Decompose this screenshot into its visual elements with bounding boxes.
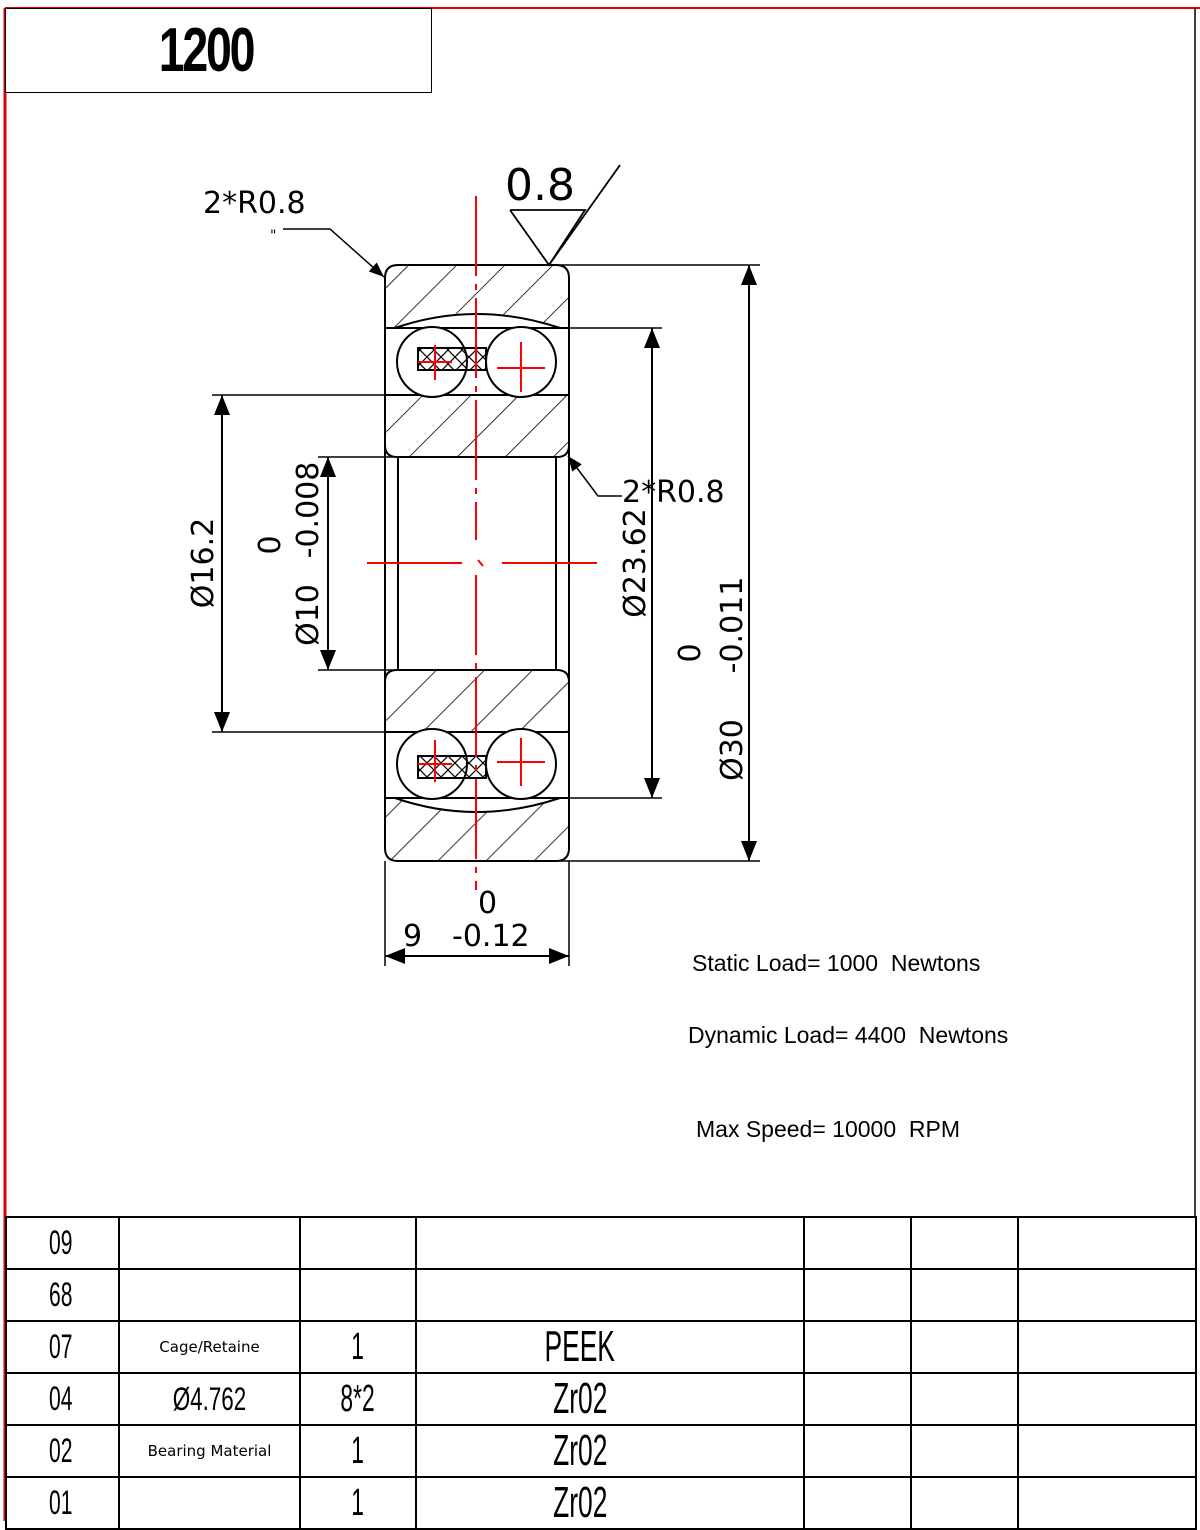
table-row xyxy=(6,1269,1196,1321)
edge-radius-label-bore: 2*R0.8 xyxy=(622,475,725,510)
empty-cell xyxy=(911,1217,1018,1269)
pitch-diameter-label: Ø23.62 xyxy=(618,508,653,618)
item-name-cell: Cage/Retaine xyxy=(119,1321,300,1373)
width-label: 9 xyxy=(403,919,423,954)
bore-tolerance-upper: 0 xyxy=(253,535,288,555)
empty-cell xyxy=(1018,1425,1196,1477)
table-row xyxy=(6,1477,1196,1529)
bore-tolerance-lower: -0.008 xyxy=(291,461,326,559)
outer-tolerance-lower: -0.011 xyxy=(715,576,750,674)
table-row xyxy=(6,1425,1196,1477)
item-quantity-cell xyxy=(300,1217,416,1269)
title-block xyxy=(5,8,432,93)
empty-cell xyxy=(1018,1217,1196,1269)
surface-finish-label: 0.8 xyxy=(505,160,575,211)
part-number-title: 1200 xyxy=(158,16,254,85)
item-quantity-cell: 8*2 xyxy=(300,1373,416,1425)
empty-cell xyxy=(804,1477,911,1529)
item-name-cell xyxy=(119,1217,300,1269)
table-row xyxy=(6,1321,1196,1373)
bore-diameter-label: Ø10 xyxy=(291,584,326,646)
item-number-cell: 02 xyxy=(6,1425,119,1477)
item-material-cell: PEEK xyxy=(416,1321,804,1373)
width-tolerance-upper: 0 xyxy=(478,886,498,921)
edge-radius-label-top: 2*R0.8 xyxy=(203,186,306,221)
item-quantity-cell: 1 xyxy=(300,1321,416,1373)
item-material-cell: Zr02 xyxy=(416,1373,804,1425)
max-speed-text: Max Speed= 10000 RPM xyxy=(696,1116,961,1142)
empty-cell xyxy=(1018,1321,1196,1373)
item-name-cell: Bearing Material xyxy=(119,1425,300,1477)
item-name-cell xyxy=(119,1477,300,1529)
item-name-cell: Ø4.762 xyxy=(119,1373,300,1425)
outer-diameter-label: Ø30 xyxy=(715,719,750,781)
table-row xyxy=(6,1373,1196,1425)
empty-cell xyxy=(1018,1269,1196,1321)
empty-cell xyxy=(911,1321,1018,1373)
empty-cell xyxy=(804,1217,911,1269)
empty-cell xyxy=(804,1269,911,1321)
svg-text:": " xyxy=(270,228,277,244)
item-quantity-cell: 1 xyxy=(300,1425,416,1477)
item-material-cell: Zr02 xyxy=(416,1477,804,1529)
item-name-cell xyxy=(119,1269,300,1321)
static-load-text: Static Load= 1000 Newtons xyxy=(692,950,981,976)
bill-of-materials-table xyxy=(5,1216,1197,1530)
dynamic-load-text: Dynamic Load= 4400 Newtons xyxy=(688,1022,1009,1048)
width-tolerance-lower: -0.12 xyxy=(452,919,530,954)
empty-cell xyxy=(1018,1373,1196,1425)
item-number-cell: 04 xyxy=(6,1373,119,1425)
empty-cell xyxy=(911,1373,1018,1425)
item-quantity-cell xyxy=(300,1269,416,1321)
outer-tolerance-upper: 0 xyxy=(673,643,708,663)
empty-cell xyxy=(804,1373,911,1425)
item-number-cell: 01 xyxy=(6,1477,119,1529)
table-row xyxy=(6,1217,1196,1269)
item-number-cell: 68 xyxy=(6,1269,119,1321)
item-number-cell: 07 xyxy=(6,1321,119,1373)
item-material-cell xyxy=(416,1217,804,1269)
empty-cell xyxy=(804,1321,911,1373)
empty-cell xyxy=(1018,1477,1196,1529)
shoulder-diameter-label: Ø16.2 xyxy=(186,517,221,609)
empty-cell xyxy=(911,1477,1018,1529)
empty-cell xyxy=(911,1269,1018,1321)
item-material-cell xyxy=(416,1269,804,1321)
empty-cell xyxy=(804,1425,911,1477)
item-material-cell: Zr02 xyxy=(416,1425,804,1477)
item-quantity-cell: 1 xyxy=(300,1477,416,1529)
empty-cell xyxy=(911,1425,1018,1477)
item-number-cell: 09 xyxy=(6,1217,119,1269)
